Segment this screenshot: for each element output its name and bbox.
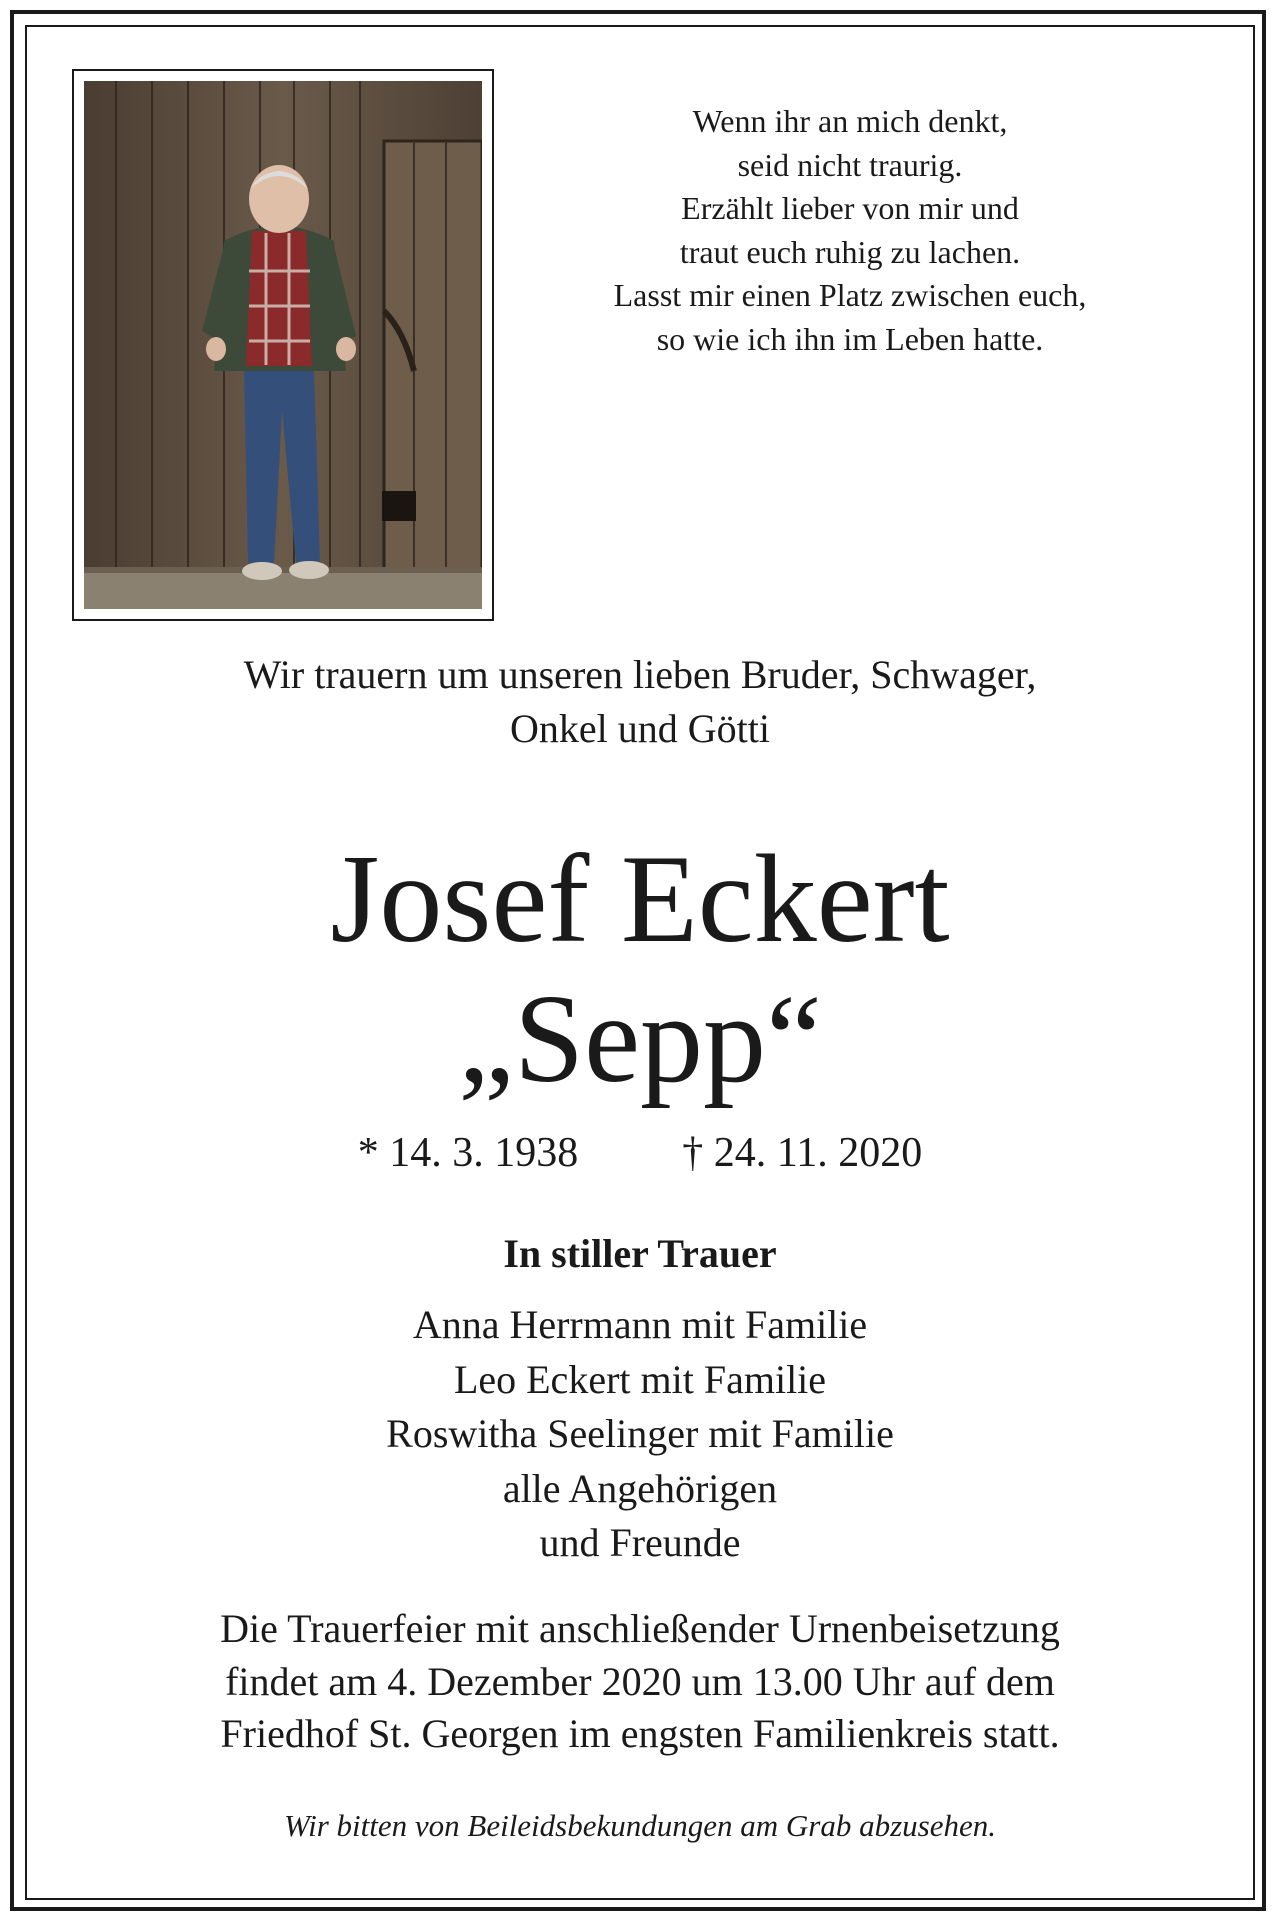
ceremony-info: [40, 1603, 1240, 1761]
ceremony-line: Die Trauerfeier mit anschließender Urnenbeisetzung: [220, 1606, 1060, 1651]
mourner: alle Angehörigen: [502, 1465, 778, 1511]
deceased-name: Josef Eckert: [330, 830, 950, 969]
ceremony-line: findet am 4. Dezember 2020 um 13.00 Uhr auf dem: [225, 1658, 1055, 1704]
mourning-title: In stiller Trauer: [503, 1231, 777, 1276]
poem-line: Erzählt lieber von mir und: [681, 190, 1019, 226]
birth-date: * 14. 3. 1938: [357, 1130, 579, 1176]
poem-line: seid nicht traurig.: [737, 146, 963, 183]
death-date: † 24. 11. 2020: [682, 1130, 923, 1176]
mourner: Leo Eckert mit Familie: [453, 1356, 827, 1402]
mourners-list: [40, 1298, 1240, 1571]
poem-line: Wenn ihr an mich denkt,: [692, 103, 1008, 139]
ceremony-line: Friedhof St. Georgen im engsten Familienkreis statt.: [220, 1711, 1060, 1756]
life-dates: [40, 1125, 1240, 1181]
portrait-frame: [72, 69, 494, 621]
poem-line: Lasst mir einen Platz zwischen euch,: [613, 277, 1087, 313]
poem-line: traut euch ruhig zu lachen.: [679, 233, 1021, 270]
intro-line: Onkel und Götti: [510, 706, 770, 751]
deceased-nickname: „Sepp“: [458, 970, 822, 1109]
mourner: Anna Herrmann mit Familie: [412, 1302, 868, 1347]
intro-text: [40, 648, 1240, 756]
mourner: und Freunde: [539, 1520, 741, 1565]
mourner: Roswitha Seelinger mit Familie: [386, 1411, 894, 1456]
poem: [540, 100, 1160, 361]
poem-line: so wie ich ihn im Leben hatte.: [656, 320, 1044, 357]
intro-line: Wir trauern um unseren lieben Bruder, Schwager,: [243, 652, 1037, 697]
condolence-note: Wir bitten von Beileidsbekundungen am Grab abzusehen.: [283, 1808, 997, 1843]
portrait-photo: [84, 81, 482, 609]
